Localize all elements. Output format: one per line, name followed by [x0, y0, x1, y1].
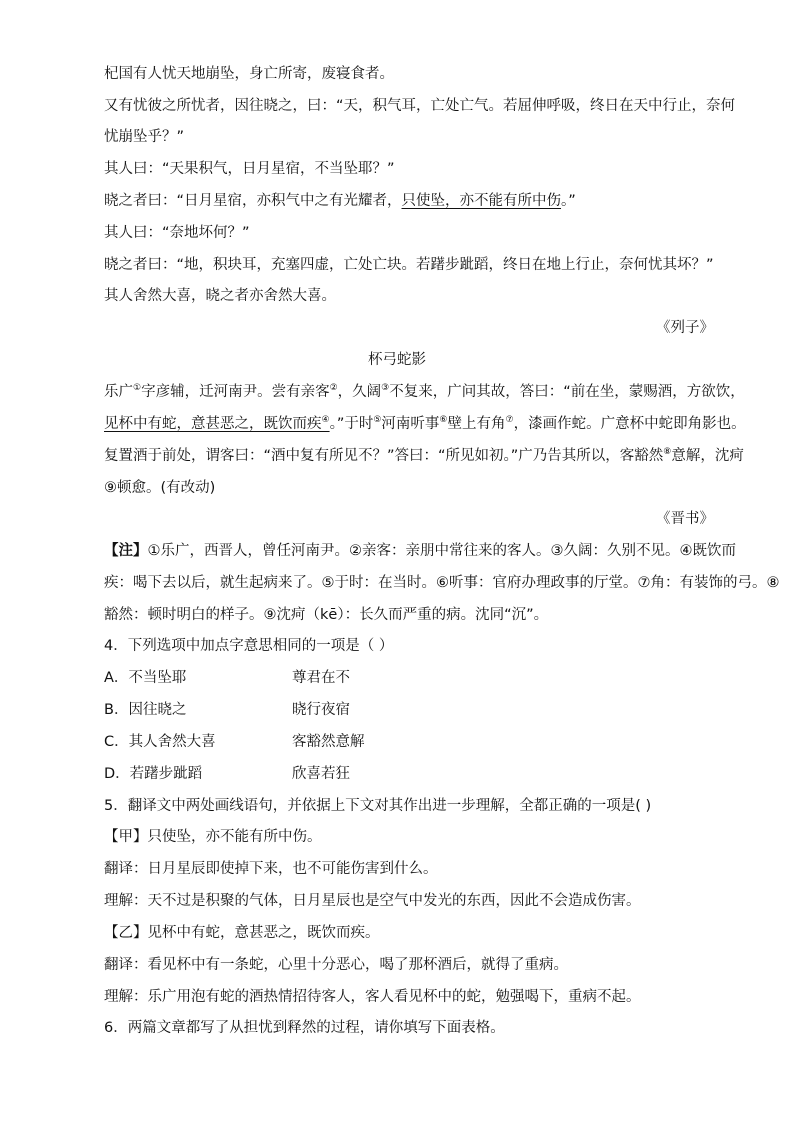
underlined-sentence-jia: 只使坠，亦不能有所中伤: [401, 193, 562, 209]
story2-title: 杯弓蛇影: [368, 352, 426, 368]
q4-option-d: D．若躇步跐蹈: [104, 766, 203, 782]
question-6-stem: 6．两篇文章都写了从担忧到释然的过程，请你填写下面表格。: [104, 1020, 505, 1036]
q4-option-d-compare: 欣喜若狂: [292, 766, 350, 782]
story2-source: 《晋书》: [656, 511, 714, 527]
note-mark: ⑥: [439, 415, 448, 426]
q5-jia-translation: 翻译：日月星辰即使掉下来，也不可能伤害到什么。: [104, 861, 438, 877]
q5-yi-understanding: 理解：乐广用泡有蛇的酒热情招待客人，客人看见杯中的蛇，勉强喝下，重病不起。: [104, 989, 641, 1005]
story1-source: 《列子》: [656, 320, 714, 336]
p4-text: 晓之者曰：“日月星宿，亦积气中之有光耀者，: [104, 193, 402, 209]
story1-paragraph-6: 晓之者曰：“地，积块耳，充塞四虚，亡处亡块。若躇步跐蹈，终日在地上行止，奈何忧其坏？”: [104, 257, 714, 273]
text: 复置酒于前处，谓客曰：“酒中复有所见不？”答曰：“所见如初。”广乃告其所以，客豁然: [104, 448, 664, 464]
q4-option-a: A．不当坠耶: [104, 670, 187, 686]
story2-line-1: [104, 382, 745, 402]
story1-paragraph-7: 其人舍然大喜，晓之者亦舍然大喜。: [104, 288, 336, 304]
notes-line-2: 疾：喝下去以后，就生起病来了。⑤于时：在当时。⑥听事：官府办理政事的厅堂。⑦角：有装饰的弓。⑧: [104, 575, 780, 591]
q4-option-c: C．其人舍然大喜: [104, 734, 216, 750]
story1-paragraph-1: 杞国有人忧天地崩坠，身亡所寄，废寝食者。: [104, 66, 394, 82]
note-mark: ④: [321, 415, 330, 426]
note-mark: ⑦: [505, 415, 514, 426]
q5-yi: 【乙】见杯中有蛇，意甚恶之，既饮而疾。: [104, 925, 380, 941]
note-mark: ⑤: [373, 415, 382, 426]
story1-paragraph-5: 其人曰：“奈地坏何？”: [104, 225, 250, 241]
story1-paragraph-3: 其人曰：“天果积气，日月星宿，不当坠耶？”: [104, 161, 395, 177]
text: ，久阔: [337, 384, 382, 400]
story1-paragraph-2-line-1: 又有忧彼之所忧者，因往晓之，曰：“天，积气耳，亡处亡气。若屈伸呼吸，终日在天中行止，奈何: [104, 98, 736, 114]
notes-label: 【注】: [104, 543, 148, 559]
underlined-sentence-yi: [104, 416, 330, 432]
q5-jia-understanding: 理解：天不过是积聚的气体，日月星辰也是空气中发光的东西，因此不会造成伤害。: [104, 893, 641, 909]
text: ①乐广，西晋人，曾任河南尹。②亲客：亲朋中常往来的客人。③久阔：久别不见。④既饮而: [147, 543, 736, 559]
text: 字彦辅，迁河南尹。尝有亲客: [141, 384, 330, 400]
p4-close: 。”: [561, 193, 576, 209]
q4-option-b-compare: 晓行夜宿: [292, 702, 350, 718]
note-mark: ②: [329, 383, 338, 394]
text: 不复来，广问其故，答曰：“前在坐，蒙赐酒，方欲饮，: [389, 384, 745, 400]
text: 乐广: [104, 384, 133, 400]
note-mark: ③: [381, 383, 390, 394]
q4-option-c-compare: 客豁然意解: [292, 734, 365, 750]
story1-paragraph-2-line-2: 忧崩坠乎？”: [104, 129, 185, 145]
q4-option-b: B．因往晓之: [104, 702, 187, 718]
text: 壁上有角: [447, 416, 506, 432]
question-5-stem: 5．翻译文中两处画线语句，并依据上下文对其作出进一步理解，全都正确的一项是( ): [104, 798, 652, 814]
text: 。”于时: [329, 416, 374, 432]
text: ，漆画作蛇。广意杯中蛇即角影也。: [513, 416, 746, 432]
q4-option-a-compare: 尊君在不: [292, 670, 350, 686]
notes-line-3: 豁然：顿时明白的样子。⑨沈疴（kē）：长久而严重的病。沈同“沉”。: [104, 607, 549, 623]
text: 见杯中有蛇，意甚恶之，既饮而疾: [104, 416, 322, 432]
question-4-stem: 4．下列选项中加点字意思相同的一项是（ ）: [104, 638, 394, 654]
story2-line-4: ⑨顿愈。(有改动): [104, 480, 216, 496]
note-mark: ⑧: [663, 447, 672, 458]
story2-line-2: [104, 414, 746, 434]
story2-line-3: [104, 446, 744, 466]
text: 河南听事: [381, 416, 440, 432]
text: 意解，沈疴: [671, 448, 744, 464]
note-mark: ①: [133, 383, 142, 394]
q5-jia: 【甲】只使坠，亦不能有所中伤。: [104, 829, 322, 845]
q5-yi-translation: 翻译：看见杯中有一条蛇，心里十分恶心，喝了那杯酒后，就得了重病。: [104, 957, 568, 973]
notes-line-1: [104, 541, 736, 561]
story1-paragraph-4: [104, 191, 576, 211]
